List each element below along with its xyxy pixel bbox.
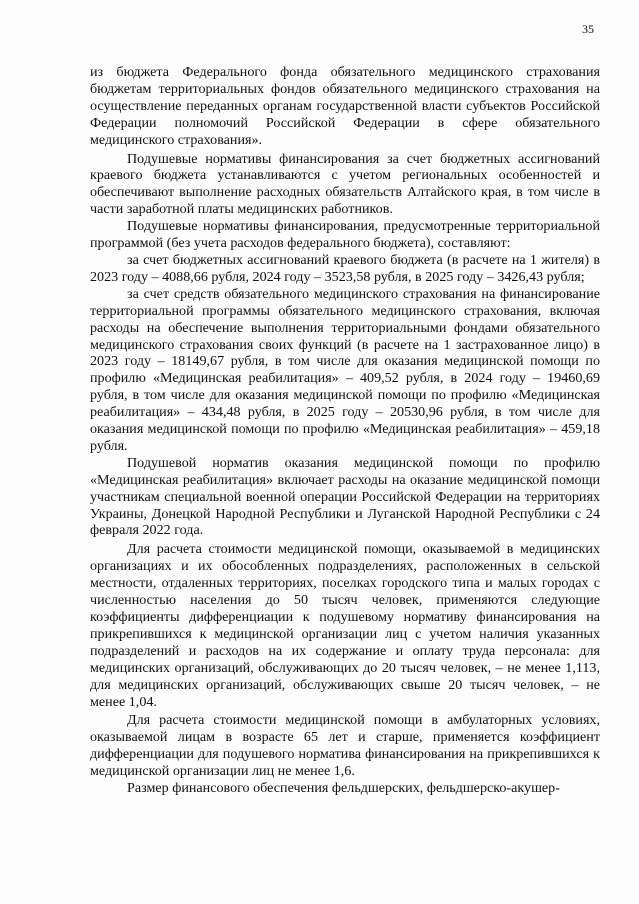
paragraph-regional-budget-norms: за счет бюджетных ассигнований краевого бюджета (в расчете на 1 жителя) в 2023 году – 4088,66 рубля, 2024 году – 3523,58 рубля, в 2025 году – 3426,43 рубля; [90,251,600,285]
paragraph-regional-features: Подушевые нормативы финансирования за счет бюджетных ассигнований краевого бюджета устанавливаются с учетом региональных особенностей и обеспечивают выполнение расходных обязательств Алтайского края, в том числе в части заработной платы медицинских работников. [90,150,600,218]
paragraph-oms-norms: за счет средств обязательного медицинского страхования на финансирование территориальной программы обязательного медицинского страхования, включая расходы на обеспечение выполнения территориальными фондами обязательного медицинского страхования своих функций (в расчете на 1 застрахованное лицо) в 2023 году – 18149,67 рубля, в том числе для оказания медицинской помощи по профилю «Медицинская реабилитация» – 409,52 рубля, в 2024 году – 19460,69 рубля, в том числе для оказания медицинской помощи по профилю «Медицинская реабилитация» – 434,48 рубля, в 2025 году – 20530,96 рубля, в том числе для оказания медицинской помощи по профилю «Медицинская реабилитация» – 459,18 рубля. [90,285,600,454]
document-body [90,64,600,797]
paragraph-feldsher-points: Размер финансового обеспечения фельдшерских, фельдшерско-акушер- [127,780,560,797]
page-number: 35 [582,22,594,36]
paragraph-rehabilitation-norm: Подушевой норматив оказания медицинской помощи по профилю «Медицинская реабилитация» включает расходы на оказание медицинской помощи участникам специальной военной операции Российской Федерации на территориях Украины, Донецкой Народной Республики и Луганской Народной Республики с 24 февраля 2022 года. [90,454,600,539]
paragraph-intro-continuation: из бюджета Федерального фонда обязательного медицинского страхования бюджетам территориальных фондов обязательного медицинского страхования на осуществление переданных органам государственной власти субъектов Российской Федерации полномочий Российской Федерации в сфере обязательного медицинского страхования». [90,64,600,148]
paragraph-per-capita-norms: Подушевые нормативы финансирования, предусмотренные территориальной программой (без учета расходов федерального бюджета), составляют: [90,218,600,252]
paragraph-elderly-coefficient: Для расчета стоимости медицинской помощи в амбулаторных условиях, оказываемой лицам в возрасте 65 лет и старше, применяется коэффициент дифференциации для подушевого норматива финансирования на прикрепившихся к медицинской организации лиц не менее 1,6. [90,712,600,780]
paragraph-rural-coefficients: Для расчета стоимости медицинской помощи, оказываемой в медицинских организациях и их обособленных подразделениях, расположенных в сельской местности, отдаленных территориях, поселках городского типа и малых городах с численностью населения до 50 тысяч человек, применяются следующие коэффициенты дифференциации к подушевому нормативу финансирования на прикрепившихся к медицинской организации лиц с учетом наличия указанных подразделений и расходов на их содержание и оплату труда персонала: для медицинских организаций, обслуживающих до 20 тысяч человек, – не менее 1,113, для медицинских организаций, обслуживающих свыше 20 тысяч человек, – не менее 1,04. [90,541,600,710]
